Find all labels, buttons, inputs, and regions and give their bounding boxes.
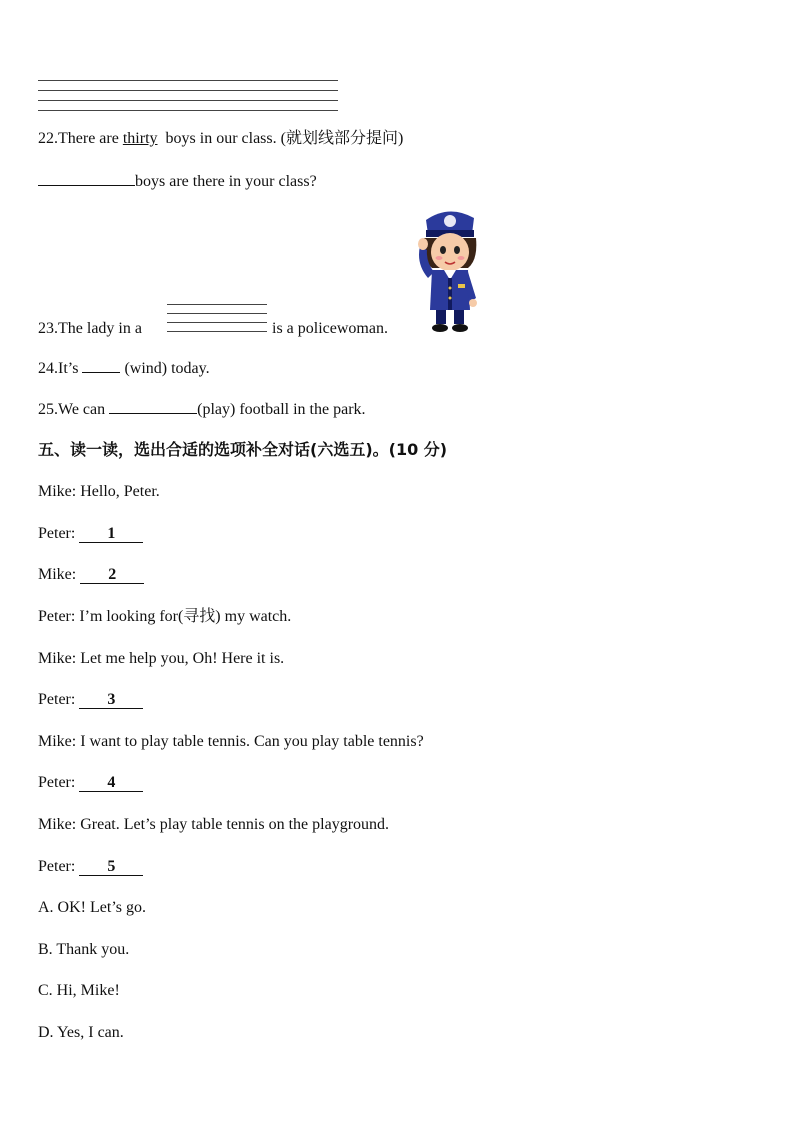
dialogue-line xyxy=(38,482,160,502)
speaker-label: Mike: xyxy=(38,816,77,833)
speaker-label: Mike: xyxy=(38,733,77,750)
dialogue-line xyxy=(38,649,284,669)
policewoman-illustration xyxy=(412,206,486,336)
dialogue-line xyxy=(38,524,143,544)
question-number: 22. xyxy=(38,130,58,147)
speaker-label: Mike: xyxy=(38,483,77,500)
question-text-prefix: There are xyxy=(58,130,123,147)
speaker-label: Peter: xyxy=(38,691,76,708)
dialogue-line xyxy=(38,565,144,585)
dialogue-line xyxy=(38,690,143,710)
handwriting-lines-inline[interactable] xyxy=(167,302,267,336)
dialogue-line xyxy=(38,732,424,752)
answer-blank[interactable] xyxy=(38,171,135,186)
question-text-prefix: We can xyxy=(58,401,110,418)
question-24 xyxy=(38,358,210,379)
speaker-label: Peter: xyxy=(38,858,76,875)
dialogue-text: I want to play table tennis. Can you play table tennis? xyxy=(80,733,424,750)
speaker-label: Mike: xyxy=(38,650,77,667)
speaker-label: Peter: xyxy=(38,774,76,791)
answer-slot[interactable]: 5 xyxy=(79,859,143,876)
question-number: 23. xyxy=(38,320,58,337)
option-item: C. Hi, Mike! xyxy=(38,982,120,999)
question-text-suffix: (play) football in the park. xyxy=(197,401,366,418)
dialogue-text: Hello, Peter. xyxy=(80,483,160,500)
dialogue-line xyxy=(38,815,389,835)
speaker-label: Peter: xyxy=(38,525,76,542)
question-text-suffix: boys in our class. (就划线部分提问) xyxy=(161,130,404,147)
handwriting-lines xyxy=(38,78,338,114)
answer-slot[interactable]: 1 xyxy=(79,526,143,543)
question-number: 24. xyxy=(38,360,58,377)
question-number: 25. xyxy=(38,401,58,418)
question-22 xyxy=(38,129,403,149)
answer-slot[interactable]: 4 xyxy=(79,775,143,792)
question-text-prefix: It’s xyxy=(58,360,83,377)
question-text-suffix: (wind) today. xyxy=(120,360,210,377)
dialogue-line xyxy=(38,773,143,793)
dialogue-line xyxy=(38,857,143,877)
answer-slot[interactable]: 3 xyxy=(79,692,143,709)
answer-blank[interactable] xyxy=(109,399,197,414)
answer-slot[interactable]: 2 xyxy=(80,567,144,584)
answer-blank[interactable] xyxy=(82,358,120,373)
option-item: B. Thank you. xyxy=(38,941,130,958)
question-text-prefix: The lady in a xyxy=(58,320,142,337)
speaker-label: Mike: xyxy=(38,566,77,583)
option-item: D. Yes, I can. xyxy=(38,1024,124,1041)
question-23 xyxy=(38,319,142,339)
answer-suffix: boys are there in your class? xyxy=(135,173,317,190)
dialogue-text: Great. Let’s play table tennis on the playground. xyxy=(80,816,390,833)
dialogue-text: Let me help you, Oh! Here it is. xyxy=(80,650,285,667)
question-22-answer xyxy=(38,171,317,192)
question-25 xyxy=(38,399,366,420)
question-23-suffix: is a policewoman. xyxy=(272,320,388,337)
dialogue-line xyxy=(38,607,291,627)
dialogue-text: I’m looking for(寻找) my watch. xyxy=(79,608,292,625)
underlined-word: thirty xyxy=(122,130,158,147)
option-item: A. OK! Let’s go. xyxy=(38,899,146,916)
section-heading: 五、读一读，选出合适的选项补全对话(六选五)。(10 分) xyxy=(38,440,448,459)
speaker-label: Peter: xyxy=(38,608,76,625)
